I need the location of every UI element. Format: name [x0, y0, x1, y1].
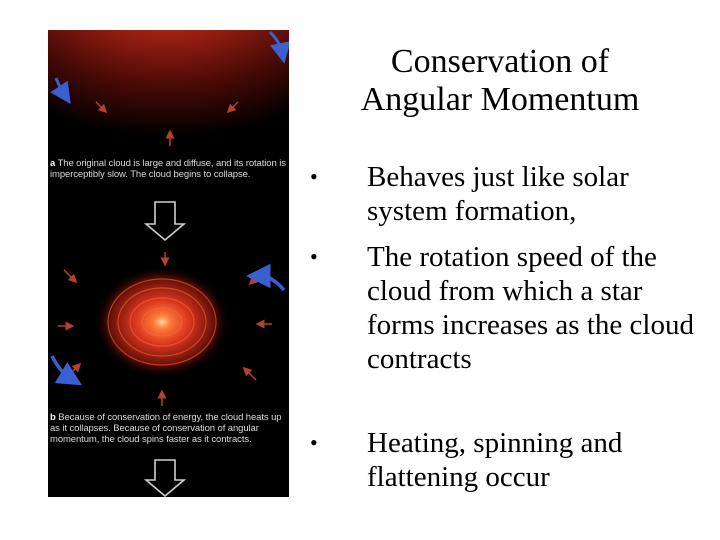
caption-b	[50, 412, 288, 445]
bullet-marker: •	[310, 244, 318, 269]
caption-a	[50, 158, 286, 180]
caption-a-label: a	[50, 158, 56, 169]
bullet-text: The rotation speed of the cloud from which a star forms increases as the cloud contracts	[367, 241, 694, 375]
bullet-text: Heating, spinning and flattening occur	[367, 427, 623, 493]
diffuse-cloud	[48, 30, 289, 160]
bullet-marker: •	[310, 164, 318, 189]
down-arrow-icon-2	[146, 460, 184, 496]
caption-b-label: b	[50, 412, 56, 423]
title-line-2: Angular Momentum	[360, 81, 640, 118]
caption-b-text: Because of conservation of energy, the cloud heats up as it collapses. Because of conservation of angular momentum, the cloud spins faster as it contracts.	[50, 412, 282, 445]
slide-title	[330, 43, 670, 119]
spinning-disk-cloud	[94, 266, 230, 378]
caption-a-text: The original cloud is large and diffuse, and its rotation is imperceptibly slow. The cloud begins to collapse.	[50, 158, 286, 180]
bullet-text: Behaves just like solar system formation,	[367, 161, 629, 227]
bullet-marker: •	[310, 430, 318, 455]
cloud-collapse-figure	[48, 30, 289, 497]
figure-artwork	[48, 30, 289, 497]
title-line-1: Conservation of	[390, 43, 610, 80]
